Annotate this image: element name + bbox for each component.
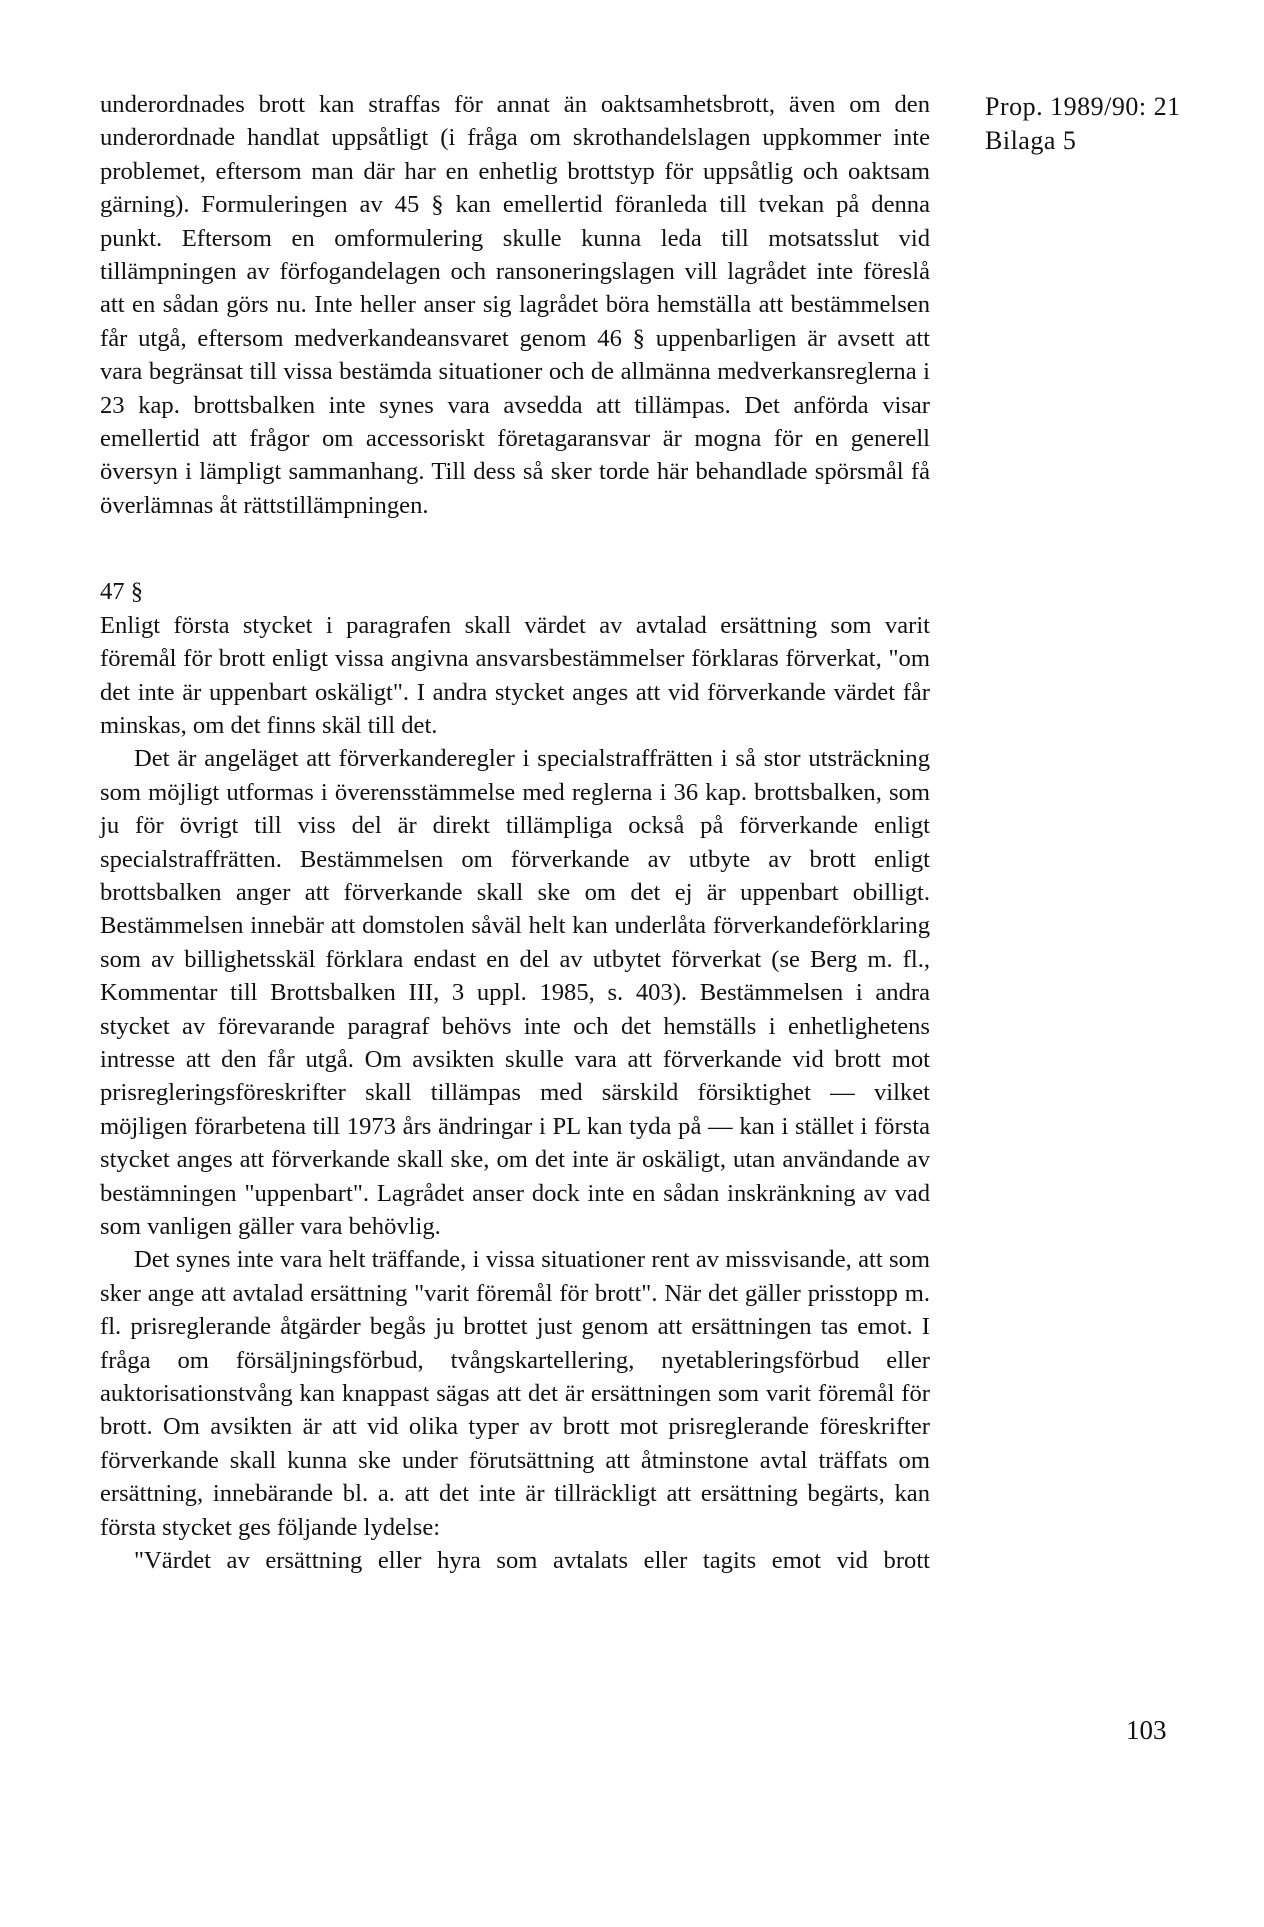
document-reference — [985, 90, 1181, 158]
paragraph-forfeiture-rules: Det är angeläget att förverkanderegler i specialstraffrätten i så stor utsträckning som möjligt utformas i överensstämmelse med reglerna i 36 kap. brottsbalken, som ju för övrigt till viss del är direkt tillämpliga också på förverkande enligt specialstraffrätten. Bestämmelsen om förverkande av utbyte av brott enligt brottsbalken anger att förverkande skall ske om det ej är uppenbart obilligt. Bestämmelsen innebär att domstolen såväl helt kan underlåta förverkandeförklaring som av billighetsskäl förklara endast en del av utbytet förverkat (se Berg m. fl., Kommentar till Brottsbalken III, 3 uppl. 1985, s. 403). Bestämmelsen i andra stycket av förevarande paragraf behövs inte och det hemställs i enhetlighetens intresse att den får utgå. Om avsikten skulle vara att förverkande vid brott mot prisregleringsföreskrifter skall tillämpas med särskild försiktighet — vilket möjligen förarbetena till 1973 års ändringar i PL kan tyda på — kan i stället i första stycket anges att förverkande skall ske, om det inte är oskäligt, utan användande av bestämningen "uppenbart". Lagrådet anser dock inte en sådan inskränkning av vad som vanligen gäller vara behövlig. — [100, 745, 930, 1240]
paragraph-misleading-wording: Det synes inte vara helt träffande, i vissa situationer rent av missvisande, att som sker ange att avtalad ersättning "varit föremål för brott". När det gäller prisstopp m. fl. prisreglerande åtgärder begås ju brottet just genom att ersättningen tas emot. I fråga om försäljningsförbud, tvångskartellering, nyetableringsförbud eller auktorisationstvång kan knappast sägas att det är ersättningen som varit föremål för brott. Om avsikten är att vid olika typer av brott mot prisreglerande föreskrifter förverkande skall kunna ske under förutsättning att åtminstone avtal träffats om ersättning, innebärande bl. a. att det inte är tillräckligt att ersättning begärts, kan första stycket ges följande lydelse: — [100, 1246, 930, 1541]
appendix-label: Bilaga 5 — [985, 126, 1077, 155]
proposition-reference: Prop. 1989/90: 21 — [985, 92, 1181, 121]
section-spacer — [100, 522, 930, 575]
paragraph-continued: underordnades brott kan straffas för annat än oaktsamhetsbrott, även om den underordnade handlat uppsåtligt (i fråga om skrothandelslagen uppkommer inte problemet, eftersom man där har en enhetlig brottstyp för uppsåtlig och oaktsam gärning). Formuleringen av 45 § kan emellertid föranleda till tvekan på denna punkt. Eftersom en omformulering skulle kunna leda till motsatsslut vid tillämpningen av förfogandelagen och ransoneringslagen vill lagrådet inte föreslå att en sådan görs nu. Inte heller anser sig lagrådet böra hemställa att bestämmelsen får utgå, eftersom medverkandeansvaret genom 46 § uppenbarligen är avsett att vara begränsat till vissa bestämda situationer och de allmänna medverkansreglerna i 23 kap. brottsbalken inte synes vara avsedda att tillämpas. Det anförda visar emellertid att frågor om accessoriskt företagaransvar är mogna för en generell översyn i lämpligt sammanhang. Till dess så sker torde här behandlade spörsmål få överlämnas åt rättstillämpningen. — [100, 91, 930, 519]
body-text-column — [100, 88, 930, 1577]
proposed-wording-quote: "Värdet av ersättning eller hyra som avtalats eller tagits emot vid brott — [134, 1547, 930, 1575]
page-number: 103 — [1126, 1715, 1167, 1745]
section-heading: 47 § — [100, 578, 144, 606]
paragraph-section-intro: Enligt första stycket i paragrafen skall värdet av avtalad ersättning som varit föremål för brott enligt vissa angivna ansvarsbestämmelser förklaras förverkat, "om det inte är uppenbart oskäligt". I andra stycket anges att vid förverkande värdet får minskas, om det finns skäl till det. — [100, 611, 930, 739]
